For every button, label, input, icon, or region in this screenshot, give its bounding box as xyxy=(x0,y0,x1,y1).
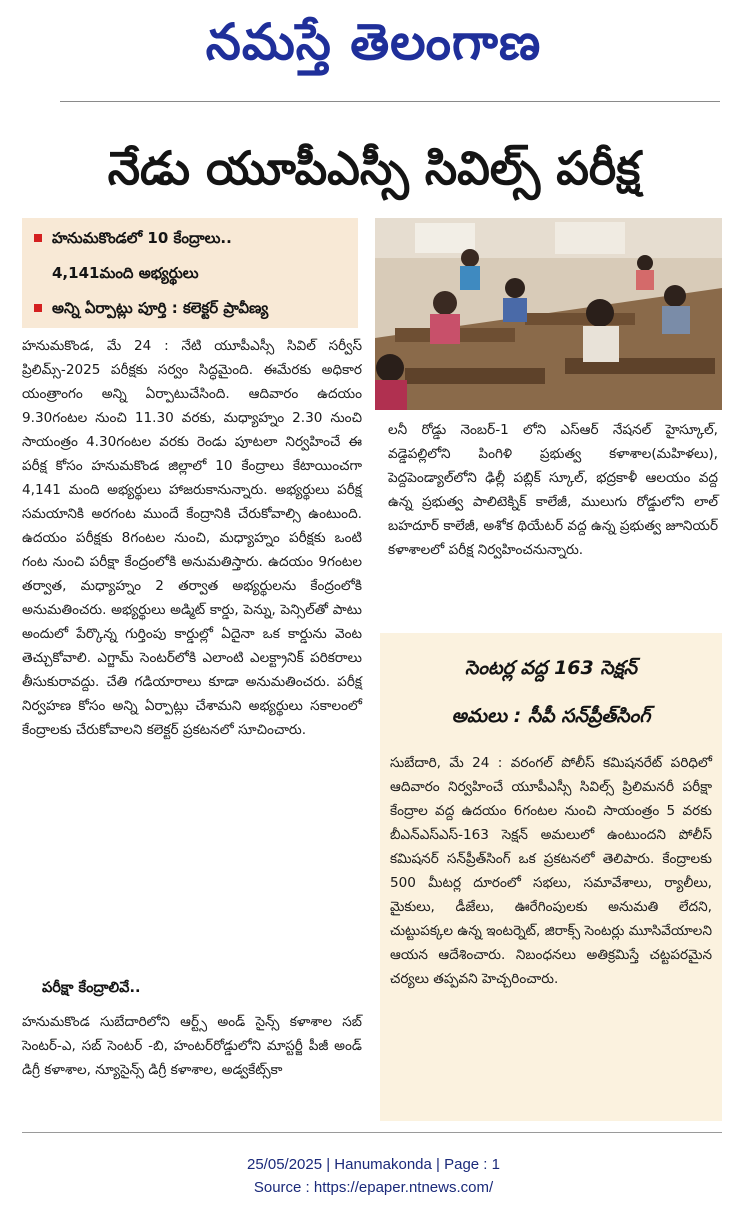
article-body-left-continued: హనుమకొండ సుబేదారిలోని ఆర్ట్స్ అండ్ సైన్స్ కళాశాల సబ్ సెంటర్-ఎ, సబ్ సెంటర్ -బి, హంటర్‌రోడ్డులోని మాస్టర్జీ పీజీ అండ్ డిగ్రీ కళాశాల, న్యూసైన్స్ డిగ్రీ కళాశాల, అడ్వకేట్స్‌కా xyxy=(22,1014,362,1078)
box-title-line-1: సెంటర్ల వద్ద 163 సెక్షన్ xyxy=(465,657,637,679)
masthead-logo: నమస్తే తెలంగాణ xyxy=(205,12,542,71)
exam-hall-photo xyxy=(375,218,722,410)
footer-divider xyxy=(22,1132,722,1133)
footer-dateline: 25/05/2025 | Hanumakonda | Page : 1 xyxy=(247,1156,500,1173)
subhead-line-2: 4,141మంది అభ్యర్థులు xyxy=(52,264,199,282)
subhead-box xyxy=(22,218,358,328)
article-body-right: లనీ రోడ్డు నెంబర్-1 లోని ఎస్ఆర్ నేషనల్ హైస్కూల్, వడ్డెపల్లిలోని పింగిళి ప్రభుత్వ కళాశాల(మహిళలు), పెద్దపెండ్యాల్‌లోని ఢిల్లీ పబ్లిక్ స్కూల్, భద్రకాళీ ఆలయం వద్ద ఉన్న ప్రభుత్వ పాలిటెక్నిక్ కాలేజీ, ములుగు రోడ్డులోని లాల్ బహదూర్ కాలేజీ, అశోక థియేటర్ వద్ద ఉన్న ప్రభుత్వ జూనియర్ కళాశాలలో పరీక్ష నిర్వహించనున్నారు. xyxy=(388,422,718,558)
exam-centers-heading: పరీక్షా కేంద్రాలివే.. xyxy=(42,980,141,996)
exam-hall-illustration xyxy=(375,218,722,410)
footer-source: Source : https://epaper.ntnews.com/ xyxy=(253,1179,494,1196)
article-body-left: హనుమకొండ, మే 24 : నేటి యూపీఎస్సీ సివిల్ సర్వీస్ ప్రిలిమ్స్-2025 పరీక్షకు సర్వం సిద్ధమైంది. ఈమేరకు అధికార యంత్రాంగం అన్ని ఏర్పాటుచేసింది. ఆదివారం ఉదయం 9.30గంటల నుంచి 11.30 వరకు, మధ్యాహ్నం 2.30 నుంచి సాయంత్రం 4.30గంటల వరకు రెండు పూటలా నిర్వహించే ఈ పరీక్ష కోసం హనుమకొండ జిల్లాలో 10 కేంద్రాలు కేటాయించగా 4,141 మంది అభ్యర్థులు హాజరుకానున్నారు. అభ్యర్థులు పరీక్ష సమయానికి అరగంట ముందే కేంద్రానికి చేరుకోవాల్సి ఉంటుంది. ఉదయం పరీక్షకు 8గంటల నుంచి, మధ్యాహ్నం పరీక్షకు ఒంటి గంట నుంచి పరీక్షా కేంద్రంలోకి అనుమతిస్తారు. ఉదయం 9గంటల తర్వాత, మధ్యాహ్నం 2 తర్వాత అభ్యర్థులను కేంద్రంలోకి అనుమతించరు. అభ్యర్థులు అడ్మిట్ కార్డు, పెన్ను, పెన్సిల్‌తో పాటు అందులో పేర్కొన్న గుర్తింపు కార్డుల్లో ఏదైనా ఒక కార్డును వెంట తెచ్చుకోవాలి. ఎగ్జామ్ సెంటర్‌లోకి ఎలాంటి ఎలక్ట్రానిక్ పరికరాలు తీసుకురావద్దు. చేతి గడియారాలు కూడా అనుమతించరు. పరీక్ష నిర్వహణ కోసం అన్ని ఏర్పాట్లు చేశామని అభ్యర్థులు సకాలంలో కేంద్రాలకు చేరుకోవాలని కలెక్టర్ ప్రకటనలో సూచించారు. xyxy=(22,338,362,738)
subhead-line-1: హనుమకొండలో 10 కేంద్రాలు.. xyxy=(34,228,356,248)
bullet-icon xyxy=(34,304,42,312)
article-headline: నేడు యూపీఎస్సీ సివిల్స్ పరీక్ష xyxy=(107,141,641,195)
box-body: సుబేదారి, మే 24 : వరంగల్ పోలీస్ కమిషనరేట్ పరిధిలో ఆదివారం నిర్వహించే యూపీఎస్సీ సివిల్స్ ప్రిలిమనరీ పరీక్షా కేంద్రాల వద్ద ఉదయం 6గంటల నుంచి సాయంత్రం 5 వరకు బీఎన్ఎస్ఎస్-163 సెక్షన్ అమలులో ఉంటుందని పోలీస్ కమిషనర్ సన్‌ప్రీత్‌సింగ్ ఒక ప్రకటనలో తెలిపారు. కేంద్రాలకు 500 మీటర్ల దూరంలో సభలు, సమావేశాలు, ర్యాలీలు, మైకులు, డీజేలు, ఊరేగింపులకు అనుమతి లేదని, చుట్టుపక్కల ఉన్న ఇంటర్నెట్, జిరాక్స్ సెంటర్లు మూసివేయాలని ఆయన ఆదేశించారు. నిబంధనలు అతిక్రమిస్తే చట్టపరమైన చర్యలు తప్పవని హెచ్చరించారు. xyxy=(390,755,712,987)
sidebar-news-box xyxy=(380,633,722,1121)
box-title-line-2: అమలు : సీపీ సన్‌ప్రీత్‌సింగ్ xyxy=(451,705,651,727)
bullet-icon xyxy=(34,234,42,242)
masthead-divider xyxy=(60,101,720,102)
subhead-line-3: అన్ని ఏర్పాట్లు పూర్తి : కలెక్టర్ ప్రావీణ్య xyxy=(34,298,356,318)
